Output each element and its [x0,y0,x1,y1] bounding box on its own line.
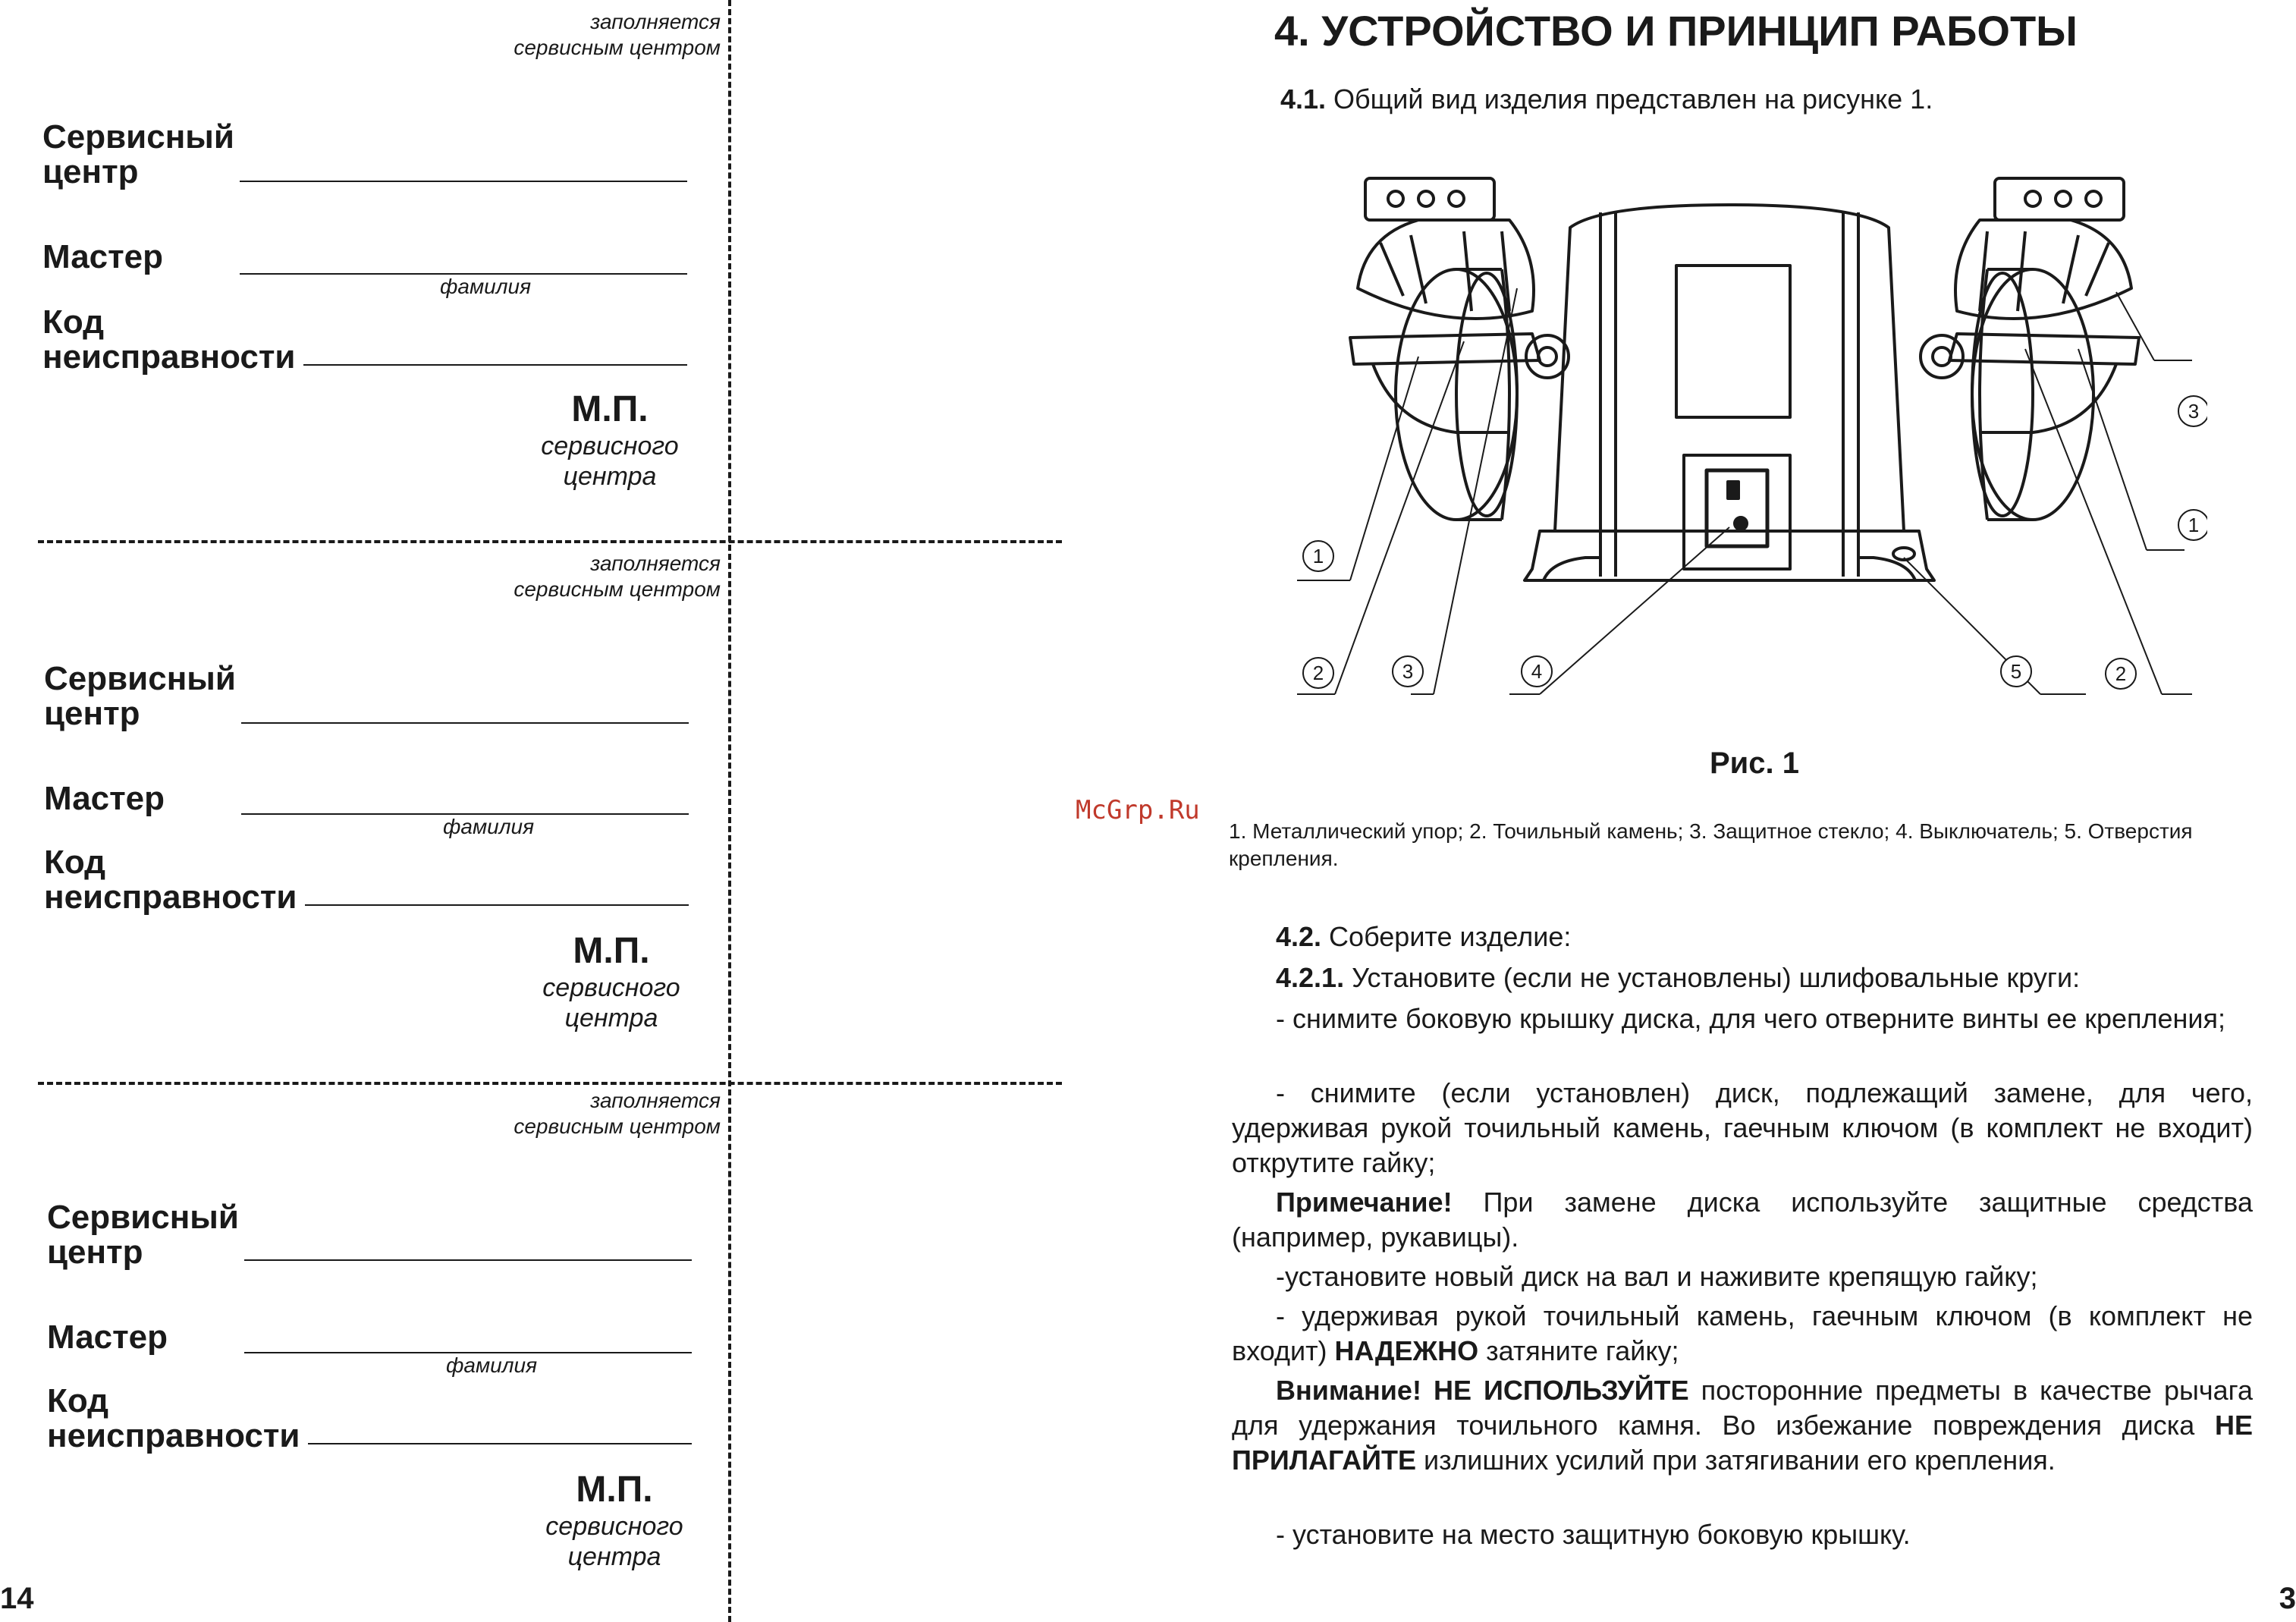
paragraph-number: 4.1. [1280,83,1327,115]
callout-label: 5 [2010,660,2022,683]
master-label: Мастер [47,1319,168,1356]
paragraph-4-2-1 [1232,960,2253,995]
paragraph-number: 4.2.1. [1276,962,1345,993]
watermark: McGrp.Ru [1076,795,1200,825]
note-label: Примечание! [1276,1187,1453,1218]
fault-code-label: Код неисправности [42,303,296,376]
paragraph-text: Общий вид изделия представлен на рисунке 1. [1326,83,1933,115]
fault-code-label: Код неисправности [44,844,297,916]
warning-text: излишних усилий при затягивании его крепления. [1416,1444,2056,1476]
emphasis: НЕ ПРИЛАГАЙТЕ [1232,1410,2253,1476]
fault-code-field[interactable] [308,1443,692,1444]
bench-grinder-figure [1282,137,2207,713]
cut-line-vertical [728,0,731,1622]
fill-note: заполняется сервисным центром [514,10,721,59]
step-text: - удерживая рукой точильный камень, гаечным ключом (в комплект не входит) [1232,1300,2253,1366]
service-center-label: Сервисный центр [47,1199,239,1271]
step-text: затяните гайку; [1478,1335,1679,1366]
step-remove-disc: - снимите (если установлен) диск, подлежащий замене, для чего, удерживая рукой точильный камень, гаечным ключом (в комплект не входит) открутите гайку; [1232,1077,2253,1178]
page-number-right: 3 [2279,1582,2296,1615]
figure-legend: 1. Металлический упор; 2. Точильный камень; 3. Защитное стекло; 4. Выключатель; 5. Отверстия крепления. [1229,819,2193,870]
master-label: Мастер [42,238,164,275]
service-center-field[interactable] [240,181,687,182]
callout-label: 2 [1312,662,1324,684]
service-coupon-2 [0,542,728,1073]
service-coupon-3 [0,1083,728,1614]
section-heading: 4. УСТРОЙСТВО И ПРИНЦИП РАБОТЫ [1274,7,2078,55]
surname-hint: фамилия [443,815,535,838]
emphasis: НАДЕЖНО [1334,1335,1479,1366]
master-label: Мастер [44,780,165,817]
callout-label: 3 [1402,660,1414,683]
fault-code-field[interactable] [303,364,687,366]
label-plate [1676,266,1790,417]
paragraph-number: 4.2. [1276,921,1322,952]
service-center-field[interactable] [244,1259,692,1261]
service-center-label: Сервисный центр [42,118,234,190]
step-tighten-nut [1232,1299,2253,1369]
fill-note: заполняется сервисным центром [514,552,721,601]
callout-label: 1 [2188,514,2200,536]
fault-code-field[interactable] [305,904,689,906]
step-install-disc: -установите новый диск на вал и наживите крепящую гайку; [1276,1261,2038,1292]
fill-note: заполняется сервисным центром [514,1089,721,1138]
surname-hint: фамилия [446,1353,538,1377]
stamp-place: М.П. сервисного центра [545,1470,683,1571]
stamp-place: М.П. сервисного центра [541,389,679,491]
warning-label: Внимание! НЕ ИСПОЛЬЗУЙТЕ [1276,1375,1689,1406]
grinder-base [1525,531,1934,580]
callout-label: 2 [2115,662,2127,685]
service-center-label: Сервисный центр [44,660,236,732]
paragraph-text: Соберите изделие: [1321,921,1572,952]
step-remove-cover: - снимите боковую крышку диска, для чего отверните винты ее крепления; [1276,1003,2226,1034]
paragraph-text: Установите (если не установлены) шлифовальные круги: [1344,962,2081,993]
note-text: При замене диска используйте защитные средства (например, рукавицы). [1232,1187,2253,1253]
warning-text: посторонние предметы в качестве рычага для удержания точильного камня. Во избежание повреждения диска [1232,1375,2254,1441]
callout-label: 4 [1531,660,1543,683]
page-number-left: 14 [0,1582,34,1615]
step-refit-cover: - установите на место защитную боковую крышку. [1276,1519,1911,1550]
figure-caption: Рис. 1 [1710,747,1799,780]
callout-label: 3 [2188,400,2200,423]
service-center-field[interactable] [241,722,689,724]
fault-code-label: Код неисправности [47,1382,300,1454]
surname-hint: фамилия [440,275,532,298]
paragraph-4-2 [1232,919,2253,954]
callout-label: 1 [1312,545,1324,567]
stamp-place: М.П. сервисного центра [542,931,680,1033]
service-coupon-1 [0,0,728,531]
warning-paragraph [1232,1373,2253,1478]
note-paragraph [1232,1185,2253,1255]
paragraph-4-1 [1280,82,2221,117]
